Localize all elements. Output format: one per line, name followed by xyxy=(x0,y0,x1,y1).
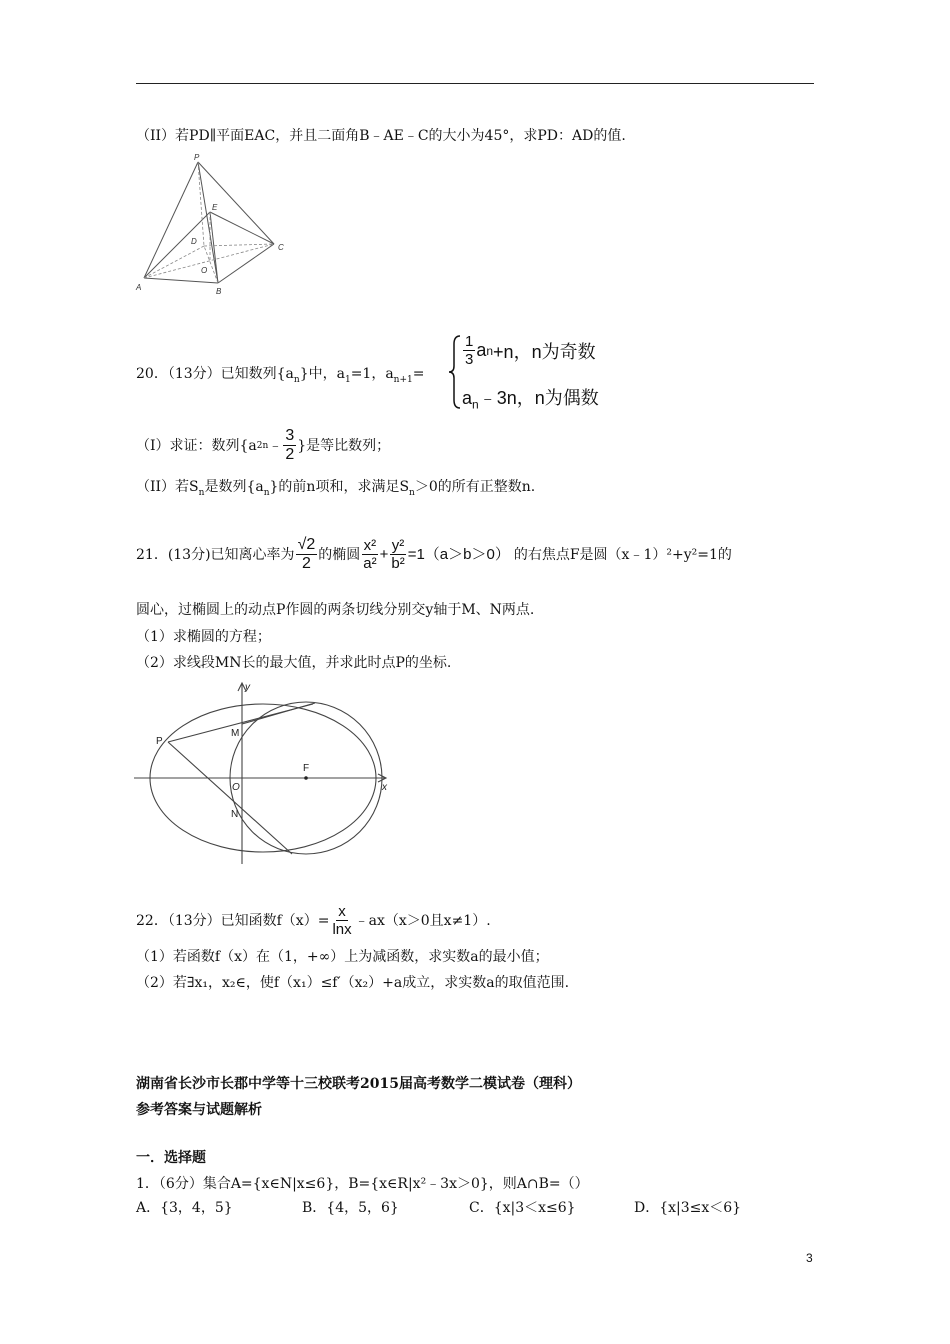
q22-part2: （2）若∃x₁，x₂∈，使f（x₁）≤f′（x₂）+a成立，求实数a的取值范围. xyxy=(136,975,570,991)
label-b: B xyxy=(216,287,222,296)
pyramid-figure xyxy=(130,150,300,300)
q22-part1: （1）若函数f（x）在（1，+∞）上为减函数，求实数a的最小值； xyxy=(136,949,549,965)
q19-part2: （II）若PD∥平面EAC，并且二面角B﹣AE﹣C的大小为45°，求PD：AD的值. xyxy=(136,128,626,144)
q22-stem: 22．（13分）已知函数f（x）= $\frac{x}{\ln x}$ ﹣ax（x＞0且x≠1）. xyxy=(136,903,491,938)
page-number: 3 xyxy=(806,1251,813,1265)
label-a: A xyxy=(136,283,142,292)
ellipse-figure xyxy=(130,678,395,868)
label-d: D xyxy=(191,237,197,246)
edge-bc xyxy=(218,244,274,283)
q20-stem xyxy=(136,365,424,389)
edge-pd xyxy=(198,162,204,246)
q20-part2: （II）若$S_n$是数列$\{a_n\}$的前n项和，求满足$S_n>0$的所有正整数n. xyxy=(136,479,536,498)
header-rule xyxy=(136,83,814,84)
q22-frac: $\frac{x}{\ln x}$ xyxy=(332,903,352,938)
option-d: D．{x|3≤x＜6} xyxy=(634,1200,742,1216)
q20-case2: $a_n﹣3n$，n为偶数 xyxy=(462,388,599,412)
label-o: O xyxy=(232,782,240,793)
label-n: N xyxy=(231,809,239,820)
q20-case1: $\frac{1}{3}$ a n +n，n为奇数 xyxy=(465,333,596,368)
edge-dc xyxy=(204,244,274,246)
q21-y-frac: $\frac{\text{y²}}{\text{b²}}$ xyxy=(391,537,405,572)
q21-cond: =1（a＞b＞0） xyxy=(407,545,510,563)
q20-mid: }中，a xyxy=(299,366,345,382)
label-c: C xyxy=(278,243,284,252)
q20-prefix: 20．（13分）已知数列{a xyxy=(136,366,294,382)
q21-x-frac: $\frac{\text{x²}}{\text{a²}}$ xyxy=(363,537,377,572)
q20-sub-n1: n+1 xyxy=(393,374,413,385)
q20-eq1: =1，a xyxy=(350,366,394,382)
label-p: P xyxy=(194,153,200,162)
label-y: y xyxy=(245,682,250,693)
q20-case1-a: a xyxy=(476,340,487,360)
q21-e-frac: $\frac{√2}{2}$ xyxy=(297,536,316,572)
q21-part2: （2）求线段MN长的最大值，并求此时点P的坐标. xyxy=(136,655,452,671)
label-m: M xyxy=(231,728,240,739)
focus-point xyxy=(304,776,308,780)
label-p: P xyxy=(156,736,163,747)
edge-ec xyxy=(210,212,274,244)
q20-case2-text: ﹣3n，n为偶数 xyxy=(478,388,599,408)
option-c: C．{x|3＜x≤6} xyxy=(469,1200,576,1216)
section-heading: 一．选择题 xyxy=(136,1150,206,1166)
edge-pa xyxy=(144,162,198,278)
q21-stem: 21．(13分)已知离心率为 $\frac{√2}{2}$ 的椭圆 $\frac{\text{x²}}{\text{a²}}$ + $\frac{\text{y²}}{\text{b²}}$ =1（a＞b＞0） 的右焦点F是圆（x﹣1）²+y²=1的 xyxy=(136,536,732,572)
edge-ab xyxy=(144,278,218,283)
q20-eq2: = xyxy=(412,366,425,382)
edge-ad xyxy=(144,246,204,278)
q20-brace xyxy=(448,334,462,410)
label-f: F xyxy=(303,763,310,774)
q21-part1: （1）求椭圆的方程； xyxy=(136,629,271,645)
answer-q1: 1．（6分）集合A={x∈N|x≤6}，B={x∈R|x²﹣3x＞0}，则A∩B=（） xyxy=(136,1176,589,1192)
label-o: O xyxy=(201,266,208,275)
tangent-pm-ext xyxy=(242,703,315,724)
label-x: x xyxy=(382,782,387,793)
tangent-pn xyxy=(168,742,292,854)
q20-case1-rest: +n，n为奇数 xyxy=(493,341,596,362)
q20-part1: （I）求证：数列{a 2n ﹣ $\frac{3}{2}$ }是等比数列； xyxy=(136,427,391,463)
q21-line2: 圆心，过椭圆上的动点P作圆的两条切线分别交y轴于M、N两点. xyxy=(136,602,535,618)
q20-p1-frac: $\frac{3}{2}$ xyxy=(285,427,295,463)
answers-subtitle: 参考答案与试题解析 xyxy=(136,1102,262,1118)
option-a: A．{3，4，5} xyxy=(136,1200,233,1216)
answers-title: 湖南省长沙市长郡中学等十三校联考2015届高考数学二模试卷（理科） xyxy=(136,1076,581,1092)
edge-ac xyxy=(144,244,274,278)
label-e: E xyxy=(212,203,218,212)
q20-sub-1: 1 xyxy=(344,374,351,385)
option-b: B．{4，5，6} xyxy=(302,1200,399,1216)
q20-case1-frac: $\frac{1}{3}$ xyxy=(465,333,474,368)
q20-sub-n: n xyxy=(293,374,300,385)
